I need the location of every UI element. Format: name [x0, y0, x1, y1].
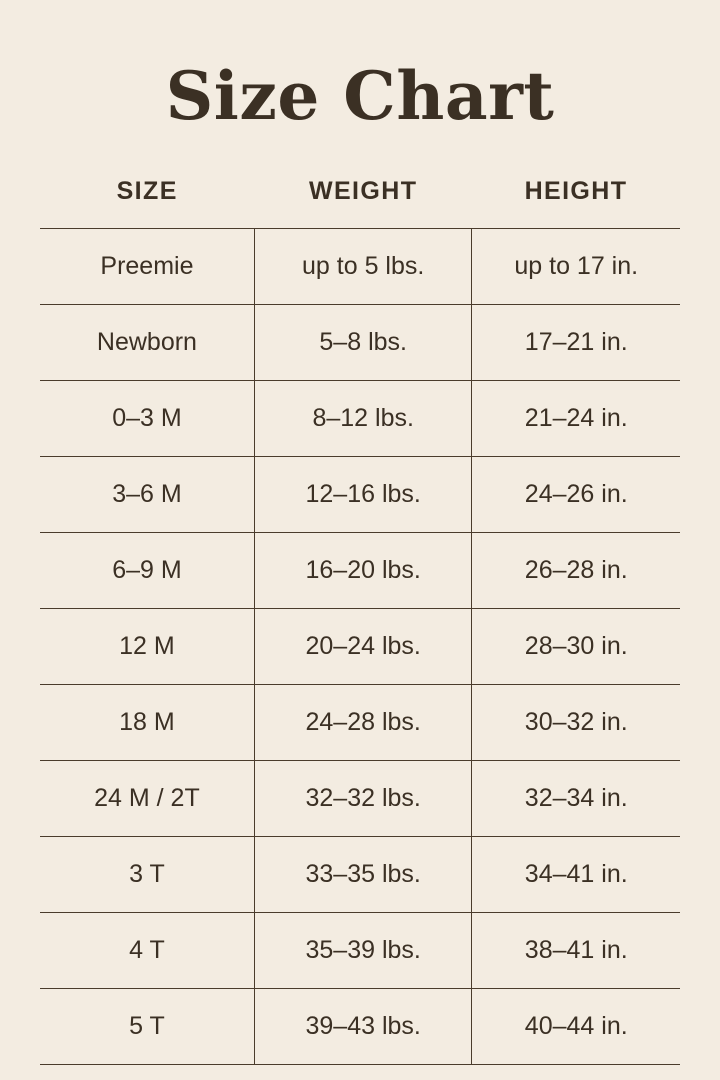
cell-weight: up to 5 lbs.	[254, 229, 472, 305]
cell-weight: 5–8 lbs.	[254, 305, 472, 381]
cell-weight: 39–43 lbs.	[254, 989, 472, 1065]
cell-height: 28–30 in.	[472, 609, 680, 685]
cell-size: 24 M / 2T	[40, 761, 254, 837]
cell-height: 32–34 in.	[472, 761, 680, 837]
table-header-row	[40, 177, 680, 229]
cell-size: 6–9 M	[40, 533, 254, 609]
table-row	[40, 533, 680, 609]
cell-size: 4 T	[40, 913, 254, 989]
table-row	[40, 913, 680, 989]
table-row	[40, 685, 680, 761]
cell-height: 40–44 in.	[472, 989, 680, 1065]
cell-size: 0–3 M	[40, 381, 254, 457]
cell-weight: 12–16 lbs.	[254, 457, 472, 533]
table-row	[40, 381, 680, 457]
cell-weight: 35–39 lbs.	[254, 913, 472, 989]
cell-size: 18 M	[40, 685, 254, 761]
column-header-weight: WEIGHT	[308, 177, 418, 206]
column-header-size: SIZE	[116, 177, 178, 206]
cell-height: 17–21 in.	[472, 305, 680, 381]
cell-size: 3 T	[40, 837, 254, 913]
cell-weight: 20–24 lbs.	[254, 609, 472, 685]
cell-height: 30–32 in.	[472, 685, 680, 761]
table-row	[40, 837, 680, 913]
cell-size: Preemie	[40, 229, 254, 305]
cell-size: 12 M	[40, 609, 254, 685]
cell-height: 26–28 in.	[472, 533, 680, 609]
cell-height: 38–41 in.	[472, 913, 680, 989]
cell-weight: 32–32 lbs.	[254, 761, 472, 837]
page-title: Size Chart	[165, 57, 555, 135]
cell-size: 3–6 M	[40, 457, 254, 533]
table-body	[40, 229, 680, 1065]
size-chart-table	[40, 177, 680, 1065]
cell-height: up to 17 in.	[472, 229, 680, 305]
cell-height: 24–26 in.	[472, 457, 680, 533]
cell-size: Newborn	[40, 305, 254, 381]
cell-weight: 8–12 lbs.	[254, 381, 472, 457]
cell-weight: 33–35 lbs.	[254, 837, 472, 913]
table-row	[40, 229, 680, 305]
cell-weight: 24–28 lbs.	[254, 685, 472, 761]
table-row	[40, 609, 680, 685]
size-chart-table-container	[0, 177, 720, 1065]
cell-height: 21–24 in.	[472, 381, 680, 457]
table-row	[40, 457, 680, 533]
table-row	[40, 989, 680, 1065]
cell-height: 34–41 in.	[472, 837, 680, 913]
table-header	[40, 177, 680, 229]
column-header-height: HEIGHT	[524, 177, 628, 206]
cell-size: 5 T	[40, 989, 254, 1065]
table-row	[40, 305, 680, 381]
cell-weight: 16–20 lbs.	[254, 533, 472, 609]
table-row	[40, 761, 680, 837]
